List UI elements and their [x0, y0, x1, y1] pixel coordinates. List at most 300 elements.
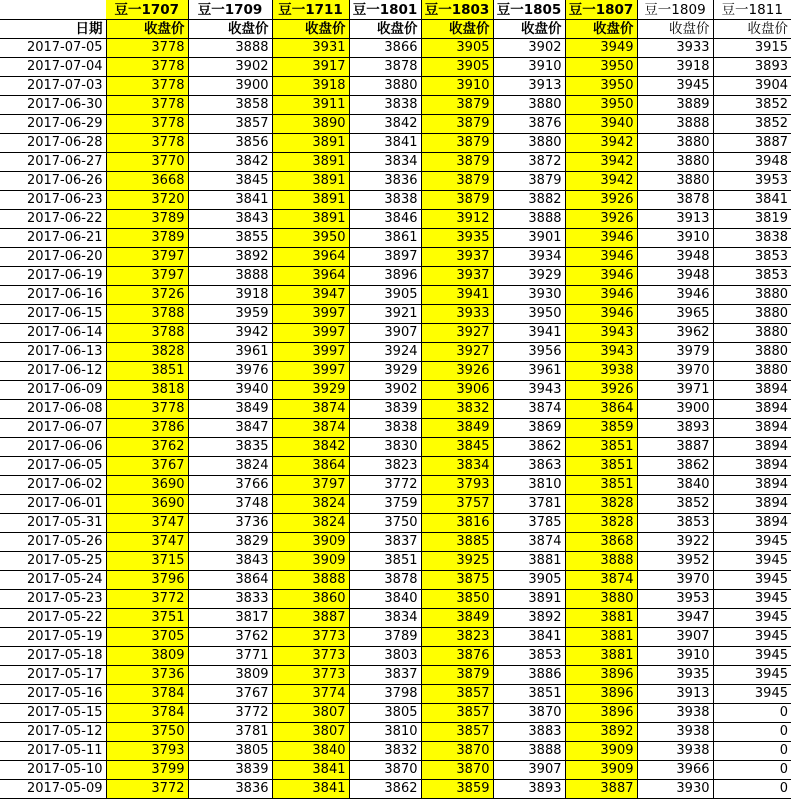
price-cell: 3894: [713, 400, 791, 419]
price-cell: 3943: [565, 343, 637, 362]
price-cell: 3941: [493, 324, 565, 343]
price-cell: 3891: [272, 134, 349, 153]
price-cell: 3837: [349, 666, 421, 685]
price-cell: 3862: [349, 780, 421, 799]
price-cell: 3851: [565, 476, 637, 495]
price-cell: 3842: [272, 438, 349, 457]
price-cell: 3830: [349, 438, 421, 457]
price-cell: 3918: [188, 286, 272, 305]
date-cell: 2017-06-23: [0, 191, 106, 210]
contract-header-7: 豆一1809: [637, 0, 713, 20]
price-cell: 3896: [565, 666, 637, 685]
price-cell: 3880: [637, 172, 713, 191]
price-cell: 3962: [637, 324, 713, 343]
price-cell: 3910: [493, 58, 565, 77]
price-cell: 3945: [713, 628, 791, 647]
price-label-header-3: 收盘价: [349, 20, 421, 39]
table-row: [0, 96, 791, 115]
price-cell: 3778: [106, 39, 188, 58]
price-cell: 3778: [106, 58, 188, 77]
price-cell: 3845: [188, 172, 272, 191]
price-cell: 3950: [272, 229, 349, 248]
price-cell: 3882: [493, 191, 565, 210]
price-cell: 3860: [272, 590, 349, 609]
price-cell: 3747: [106, 514, 188, 533]
price-cell: 3950: [565, 58, 637, 77]
price-cell: 3907: [637, 628, 713, 647]
price-cell: 3778: [106, 96, 188, 115]
price-cell: 3880: [713, 305, 791, 324]
price-cell: 3875: [421, 571, 493, 590]
price-cell: 3909: [565, 742, 637, 761]
table-row: [0, 191, 791, 210]
price-cell: 3935: [421, 229, 493, 248]
price-cell: 3857: [421, 704, 493, 723]
date-cell: 2017-06-16: [0, 286, 106, 305]
table-row: [0, 362, 791, 381]
date-cell: 2017-06-28: [0, 134, 106, 153]
price-cell: 3748: [188, 495, 272, 514]
price-cell: 3866: [349, 39, 421, 58]
date-cell: 2017-06-05: [0, 457, 106, 476]
price-cell: 3799: [106, 761, 188, 780]
price-cell: 3736: [106, 666, 188, 685]
price-cell: 3880: [637, 153, 713, 172]
date-cell: 2017-05-23: [0, 590, 106, 609]
price-cell: 3859: [421, 780, 493, 799]
price-cell: 3851: [565, 457, 637, 476]
price-cell: 3858: [188, 96, 272, 115]
table-row: [0, 400, 791, 419]
price-cell: 3876: [421, 647, 493, 666]
price-cell: 3828: [565, 514, 637, 533]
table-row: [0, 533, 791, 552]
price-cell: 3961: [188, 343, 272, 362]
price-cell: 3879: [421, 191, 493, 210]
price-cell: 3772: [349, 476, 421, 495]
date-cell: 2017-05-18: [0, 647, 106, 666]
price-cell: 3841: [272, 780, 349, 799]
price-cell: 3926: [565, 191, 637, 210]
price-cell: 3868: [565, 533, 637, 552]
price-cell: 3894: [713, 419, 791, 438]
price-cell: 3774: [272, 685, 349, 704]
price-cell: 3947: [637, 609, 713, 628]
price-cell: 3841: [188, 191, 272, 210]
price-cell: 3837: [349, 533, 421, 552]
price-cell: 3894: [713, 514, 791, 533]
price-cell: 3862: [637, 457, 713, 476]
price-label-header-8: 收盘价: [713, 20, 791, 39]
price-cell: 3893: [713, 58, 791, 77]
date-cell: 2017-06-09: [0, 381, 106, 400]
price-cell: 3910: [637, 229, 713, 248]
price-cell: 3979: [637, 343, 713, 362]
price-cell: 3849: [421, 419, 493, 438]
price-cell: 3880: [493, 134, 565, 153]
price-cell: 3857: [188, 115, 272, 134]
price-cell: 3966: [637, 761, 713, 780]
date-cell: 2017-05-19: [0, 628, 106, 647]
price-label-header-4: 收盘价: [421, 20, 493, 39]
price-cell: 3964: [272, 248, 349, 267]
price-cell: 3853: [713, 248, 791, 267]
price-cell: 3893: [637, 419, 713, 438]
price-cell: 3879: [421, 115, 493, 134]
price-label-header-6: 收盘价: [565, 20, 637, 39]
price-cell: 3818: [106, 381, 188, 400]
price-cell: 3836: [188, 780, 272, 799]
price-cell: 0: [713, 704, 791, 723]
price-cell: 3874: [493, 400, 565, 419]
price-cell: 3864: [565, 400, 637, 419]
price-cell: 3881: [565, 647, 637, 666]
price-cell: 3934: [493, 248, 565, 267]
table-row: [0, 495, 791, 514]
price-cell: 3880: [637, 134, 713, 153]
price-cell: 3945: [713, 666, 791, 685]
price-cell: 3896: [565, 685, 637, 704]
price-cell: 3946: [565, 248, 637, 267]
price-cell: 3766: [188, 476, 272, 495]
price-cell: 3905: [349, 286, 421, 305]
date-cell: 2017-06-15: [0, 305, 106, 324]
price-cell: 3921: [349, 305, 421, 324]
price-cell: 3793: [106, 742, 188, 761]
price-cell: 3828: [565, 495, 637, 514]
price-label-header-0: 收盘价: [106, 20, 188, 39]
price-cell: 3762: [106, 438, 188, 457]
price-cell: 3907: [349, 324, 421, 343]
price-cell: 3940: [565, 115, 637, 134]
price-cell: 3894: [713, 457, 791, 476]
price-cell: 3879: [421, 153, 493, 172]
table-row: [0, 647, 791, 666]
price-cell: 3843: [188, 210, 272, 229]
price-cell: 3843: [188, 552, 272, 571]
date-column-header: 日期: [0, 20, 106, 39]
price-cell: 3888: [637, 115, 713, 134]
date-cell: 2017-06-13: [0, 343, 106, 362]
price-label-header-7: 收盘价: [637, 20, 713, 39]
date-cell: 2017-06-06: [0, 438, 106, 457]
price-cell: 3771: [188, 647, 272, 666]
price-cell: 3945: [637, 77, 713, 96]
price-cell: 3851: [493, 685, 565, 704]
price-cell: 3878: [349, 58, 421, 77]
price-cell: 3883: [493, 723, 565, 742]
table-row: [0, 58, 791, 77]
price-cell: 3789: [106, 210, 188, 229]
price-cell: 3668: [106, 172, 188, 191]
price-cell: 3950: [565, 77, 637, 96]
price-cell: 3948: [637, 267, 713, 286]
date-cell: 2017-06-14: [0, 324, 106, 343]
price-cell: 3747: [106, 533, 188, 552]
price-cell: 3907: [493, 761, 565, 780]
price-cell: 3834: [349, 153, 421, 172]
price-cell: 3937: [421, 267, 493, 286]
price-cell: 3841: [272, 761, 349, 780]
price-cell: 3809: [188, 666, 272, 685]
price-cell: 3948: [637, 248, 713, 267]
price-cell: 3893: [493, 780, 565, 799]
price-cell: 3797: [106, 267, 188, 286]
price-cell: 3890: [272, 115, 349, 134]
price-cell: 3905: [421, 58, 493, 77]
price-cell: 3834: [421, 457, 493, 476]
price-cell: 3948: [713, 153, 791, 172]
price-cell: 3759: [349, 495, 421, 514]
table-body: [0, 39, 791, 799]
price-cell: 3720: [106, 191, 188, 210]
price-cell: 3906: [421, 381, 493, 400]
price-cell: 3785: [493, 514, 565, 533]
table-row: [0, 704, 791, 723]
date-cell: 2017-05-11: [0, 742, 106, 761]
price-cell: 3805: [188, 742, 272, 761]
date-cell: 2017-05-17: [0, 666, 106, 685]
table-row: [0, 248, 791, 267]
price-cell: 3943: [493, 381, 565, 400]
price-cell: 3961: [493, 362, 565, 381]
table-row: [0, 476, 791, 495]
price-cell: 3839: [188, 761, 272, 780]
price-cell: 3931: [272, 39, 349, 58]
price-cell: 3929: [272, 381, 349, 400]
date-cell: 2017-06-22: [0, 210, 106, 229]
price-cell: 3942: [565, 134, 637, 153]
price-cell: 3838: [349, 419, 421, 438]
price-cell: 3810: [493, 476, 565, 495]
date-cell: 2017-06-30: [0, 96, 106, 115]
price-cell: 3902: [188, 58, 272, 77]
price-cell: 3824: [272, 514, 349, 533]
price-cell: 3933: [421, 305, 493, 324]
table-row: [0, 343, 791, 362]
date-cell: 2017-06-27: [0, 153, 106, 172]
contract-header-6: 豆一1807: [565, 0, 637, 20]
contract-header-4: 豆一1803: [421, 0, 493, 20]
price-cell: 3915: [713, 39, 791, 58]
price-cell: 3773: [272, 628, 349, 647]
price-cell: 3834: [349, 609, 421, 628]
price-cell: 3888: [188, 267, 272, 286]
price-cell: 3894: [713, 476, 791, 495]
table-row: [0, 457, 791, 476]
price-cell: 3786: [106, 419, 188, 438]
price-cell: 3945: [713, 552, 791, 571]
price-cell: 3880: [713, 324, 791, 343]
price-cell: 3874: [272, 419, 349, 438]
price-cell: 3911: [272, 96, 349, 115]
price-cell: 3888: [493, 210, 565, 229]
price-cell: 3901: [493, 229, 565, 248]
price-cell: 3793: [421, 476, 493, 495]
price-label-header-1: 收盘价: [188, 20, 272, 39]
corner-cell: [0, 0, 106, 20]
price-cell: 3853: [637, 514, 713, 533]
price-cell: 3772: [106, 590, 188, 609]
price-cell: 3880: [565, 590, 637, 609]
price-cell: 3770: [106, 153, 188, 172]
price-cell: 3926: [565, 210, 637, 229]
price-cell: 3878: [637, 191, 713, 210]
price-cell: 3896: [565, 704, 637, 723]
price-cell: 3851: [565, 438, 637, 457]
price-cell: 3850: [421, 590, 493, 609]
price-cell: 3941: [421, 286, 493, 305]
price-cell: 3887: [272, 609, 349, 628]
price-cell: 3847: [188, 419, 272, 438]
date-cell: 2017-06-08: [0, 400, 106, 419]
price-cell: 3726: [106, 286, 188, 305]
price-cell: 3852: [713, 115, 791, 134]
price-cell: 3690: [106, 495, 188, 514]
table-row: [0, 685, 791, 704]
price-cell: 3750: [349, 514, 421, 533]
price-cell: 3942: [565, 153, 637, 172]
price-cell: 3935: [637, 666, 713, 685]
price-cell: 3942: [188, 324, 272, 343]
table-row: [0, 229, 791, 248]
price-cell: 3842: [188, 153, 272, 172]
price-cell: 3870: [493, 704, 565, 723]
price-cell: 3798: [349, 685, 421, 704]
price-cell: 3835: [188, 438, 272, 457]
price-cell: 3857: [421, 723, 493, 742]
price-cell: 3767: [188, 685, 272, 704]
price-cell: 3953: [713, 172, 791, 191]
price-cell: 3878: [349, 571, 421, 590]
price-cell: 3959: [188, 305, 272, 324]
price-cell: 3715: [106, 552, 188, 571]
price-cell: 3864: [188, 571, 272, 590]
table-row: [0, 39, 791, 58]
price-cell: 3772: [106, 780, 188, 799]
price-cell: 3913: [637, 210, 713, 229]
date-cell: 2017-07-04: [0, 58, 106, 77]
price-cell: 3891: [272, 172, 349, 191]
price-cell: 3922: [637, 533, 713, 552]
price-cell: 3879: [421, 96, 493, 115]
contract-header-row: [0, 0, 791, 20]
date-cell: 2017-06-02: [0, 476, 106, 495]
table-row: [0, 324, 791, 343]
price-cell: 3852: [637, 495, 713, 514]
price-cell: 3933: [637, 39, 713, 58]
table-row: [0, 305, 791, 324]
price-cell: 3690: [106, 476, 188, 495]
table-row: [0, 780, 791, 799]
price-cell: 3888: [188, 39, 272, 58]
table-row: [0, 210, 791, 229]
price-cell: 3887: [637, 438, 713, 457]
price-cell: 0: [713, 742, 791, 761]
price-cell: 3925: [421, 552, 493, 571]
price-cell: 3839: [349, 400, 421, 419]
table-row: [0, 723, 791, 742]
table-row: [0, 552, 791, 571]
table-row: [0, 571, 791, 590]
price-cell: 3816: [421, 514, 493, 533]
price-cell: 3797: [272, 476, 349, 495]
price-cell: 3853: [713, 267, 791, 286]
price-cell: 3950: [565, 96, 637, 115]
price-cell: 3892: [188, 248, 272, 267]
price-cell: 3910: [637, 647, 713, 666]
price-cell: 3880: [713, 362, 791, 381]
price-cell: 3946: [565, 229, 637, 248]
price-cell: 3772: [188, 704, 272, 723]
price-cell: 3904: [713, 77, 791, 96]
price-cell: 3943: [565, 324, 637, 343]
date-cell: 2017-06-29: [0, 115, 106, 134]
contract-header-8: 豆一1811: [713, 0, 791, 20]
table-row: [0, 153, 791, 172]
price-cell: 3926: [421, 362, 493, 381]
price-cell: 3778: [106, 77, 188, 96]
date-cell: 2017-05-24: [0, 571, 106, 590]
contract-header-5: 豆一1805: [493, 0, 565, 20]
price-cell: 3956: [493, 343, 565, 362]
price-cell: 3784: [106, 704, 188, 723]
table-row: [0, 286, 791, 305]
price-cell: 3828: [106, 343, 188, 362]
price-cell: 3817: [188, 609, 272, 628]
price-cell: 3855: [188, 229, 272, 248]
table-row: [0, 742, 791, 761]
price-cell: 3778: [106, 115, 188, 134]
table-row: [0, 77, 791, 96]
price-cell: 3829: [188, 533, 272, 552]
price-cell: 3824: [272, 495, 349, 514]
date-cell: 2017-06-26: [0, 172, 106, 191]
price-cell: 3897: [349, 248, 421, 267]
price-cell: 3949: [565, 39, 637, 58]
price-cell: 3952: [637, 552, 713, 571]
price-cell: 3881: [565, 609, 637, 628]
table-row: [0, 438, 791, 457]
price-cell: 3930: [637, 780, 713, 799]
date-cell: 2017-06-01: [0, 495, 106, 514]
price-cell: 3971: [637, 381, 713, 400]
date-cell: 2017-05-22: [0, 609, 106, 628]
contract-header-1: 豆一1709: [188, 0, 272, 20]
price-cell: 3840: [349, 590, 421, 609]
price-cell: 3870: [421, 761, 493, 780]
price-cell: 3927: [421, 324, 493, 343]
price-cell: 3892: [493, 609, 565, 628]
price-cell: 3781: [493, 495, 565, 514]
price-cell: 3789: [349, 628, 421, 647]
price-cell: 3876: [493, 115, 565, 134]
price-cell: 3857: [421, 685, 493, 704]
price-cell: 3840: [272, 742, 349, 761]
price-cell: 3902: [493, 39, 565, 58]
price-cell: 3750: [106, 723, 188, 742]
table-row: [0, 609, 791, 628]
table-row: [0, 666, 791, 685]
price-cell: 3838: [349, 191, 421, 210]
price-cell: 3945: [713, 647, 791, 666]
price-cell: 3918: [637, 58, 713, 77]
table-row: [0, 419, 791, 438]
date-cell: 2017-05-26: [0, 533, 106, 552]
date-cell: 2017-05-31: [0, 514, 106, 533]
price-cell: 3880: [349, 77, 421, 96]
price-cell: 3836: [349, 172, 421, 191]
